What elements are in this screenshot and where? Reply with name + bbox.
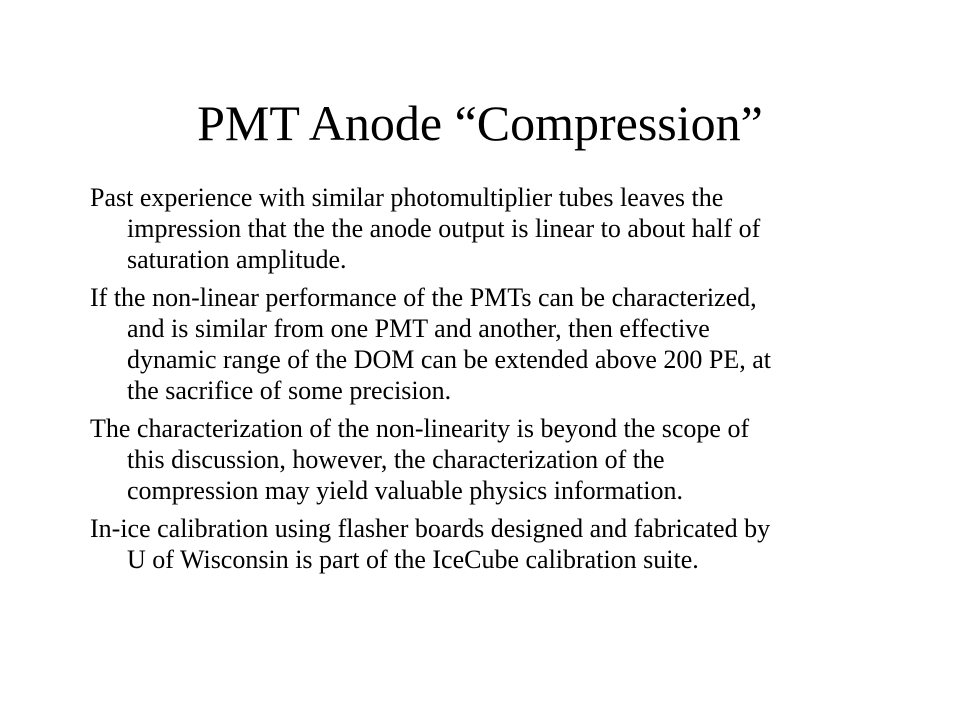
bullet-line: and is similar from one PMT and another, then effective bbox=[127, 314, 710, 343]
slide-title: PMT Anode “Compression” bbox=[197, 95, 763, 151]
bullet-line: Past experience with similar photomultiplier tubes leaves the bbox=[90, 183, 724, 212]
bullet-line: impression that the the anode output is linear to about half of bbox=[127, 214, 761, 243]
bullet-line: dynamic range of the DOM can be extended above 200 PE, at bbox=[127, 345, 772, 374]
bullet-line: the sacrifice of some precision. bbox=[127, 376, 452, 405]
bullet-past-experience bbox=[90, 182, 946, 275]
bullet-line: compression may yield valuable physics information. bbox=[127, 476, 683, 505]
bullet-non-linear-performance bbox=[90, 282, 946, 406]
bullet-line: The characterization of the non-linearity is beyond the scope of bbox=[90, 414, 750, 443]
bullet-line: U of Wisconsin is part of the IceCube calibration suite. bbox=[127, 545, 699, 574]
bullet-line: this discussion, however, the characterization of the bbox=[127, 445, 665, 474]
bullet-list bbox=[90, 182, 946, 582]
bullet-characterization bbox=[90, 413, 946, 506]
bullet-line: In-ice calibration using flasher boards designed and fabricated by bbox=[90, 514, 771, 543]
bullet-in-ice-calibration bbox=[90, 513, 946, 575]
bullet-line: If the non-linear performance of the PMTs can be characterized, bbox=[90, 283, 757, 312]
bullet-line: saturation amplitude. bbox=[127, 245, 347, 274]
